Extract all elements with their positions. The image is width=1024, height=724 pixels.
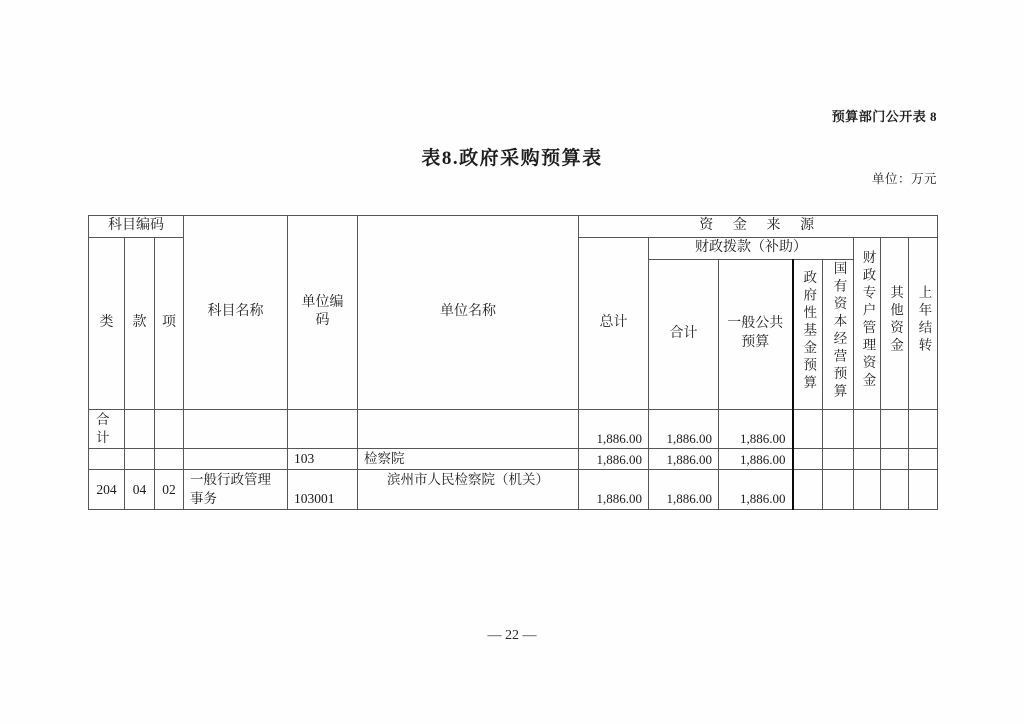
cell-other-funds <box>881 409 909 448</box>
header-subject-code: 科目编码 <box>89 216 184 238</box>
header-fiscal-special-account-label: 财政专户管理资金 <box>860 249 876 390</box>
page-title: 表8.政府采购预算表 <box>421 148 603 169</box>
cell-subject-name <box>184 409 288 448</box>
cell-grand-total: 1,886.00 <box>579 470 649 509</box>
cell-total-label: 合计 <box>96 411 110 445</box>
cell-general-public-budget: 1,886.00 <box>719 409 793 448</box>
cell-item <box>155 409 184 448</box>
cell-unit-name <box>358 409 579 448</box>
cell-unit-name: 滨州市人民检察院（机关） <box>358 470 579 509</box>
cell-class <box>89 409 125 448</box>
header-other-funds-label: 其他资金 <box>887 284 903 355</box>
cell-class <box>89 449 125 470</box>
cell-fiscal-special-account <box>854 470 881 509</box>
cell-grand-total: 1,886.00 <box>579 409 649 448</box>
cell-unit-name: 检察院 <box>358 449 579 470</box>
cell-item <box>155 449 184 470</box>
table-row-procuratorate <box>89 449 938 470</box>
budget-table <box>88 215 938 510</box>
cell-fiscal-special-account <box>854 409 881 448</box>
header-general-public-budget-label: 一般公共预算 <box>727 316 784 351</box>
header-unit-name: 单位名称 <box>358 216 579 410</box>
cell-section <box>125 449 155 470</box>
cell-carryover <box>909 409 938 448</box>
header-general-public-budget <box>719 259 793 409</box>
cell-unit-code: 103001 <box>288 470 358 509</box>
cell-other-funds <box>881 470 909 509</box>
cell-gov-fund-budget <box>793 409 823 448</box>
cell-fiscal-special-account <box>854 449 881 470</box>
header-row-1 <box>89 216 938 238</box>
cell-state-capital-budget <box>823 470 854 509</box>
cell-grand-total: 1,886.00 <box>579 449 649 470</box>
cell-state-capital-budget <box>823 449 854 470</box>
header-unit-code-label: 单位编码 <box>301 294 344 329</box>
header-class: 类 <box>89 237 125 409</box>
header-carryover-label: 上年结转 <box>916 284 932 355</box>
cell-subject-name: 一般行政管理事务 <box>184 470 288 509</box>
cell-allocation-subtotal: 1,886.00 <box>649 470 719 509</box>
corner-note: 预算部门公开表 8 <box>831 109 937 124</box>
cell-general-public-budget: 1,886.00 <box>719 449 793 470</box>
cell-section <box>125 409 155 448</box>
header-subtotal: 合计 <box>649 259 719 409</box>
cell-carryover <box>909 470 938 509</box>
header-funding-source: 资 金 来 源 <box>579 216 938 238</box>
cell-other-funds <box>881 449 909 470</box>
header-fiscal-allocation: 财政拨款（补助） <box>649 237 854 259</box>
cell-class: 204 <box>89 470 125 509</box>
cell-state-capital-budget <box>823 409 854 448</box>
cell-allocation-subtotal: 1,886.00 <box>649 409 719 448</box>
cell-gov-fund-budget <box>793 449 823 470</box>
unit-note: 单位：万元 <box>871 172 937 186</box>
header-section: 款 <box>125 237 155 409</box>
cell-unit-code: 103 <box>288 449 358 470</box>
header-total: 总计 <box>579 237 649 409</box>
cell-carryover <box>909 449 938 470</box>
header-other-funds <box>881 237 909 409</box>
cell-subject-name <box>184 449 288 470</box>
header-state-capital-budget-label: 国有资本经营预算 <box>831 260 847 401</box>
header-gov-fund-budget <box>793 259 823 409</box>
header-unit-code <box>288 216 358 410</box>
cell-gov-fund-budget <box>793 470 823 509</box>
cell-item: 02 <box>155 470 184 509</box>
cell-section: 04 <box>125 470 155 509</box>
header-carryover <box>909 237 938 409</box>
table-row-binzhou <box>89 470 938 509</box>
cell-unit-code <box>288 409 358 448</box>
header-subject-name: 科目名称 <box>184 216 288 410</box>
page-number: — 22 — <box>487 628 537 643</box>
header-state-capital-budget <box>823 259 854 409</box>
cell-general-public-budget: 1,886.00 <box>719 470 793 509</box>
header-gov-fund-budget-label: 政府性基金预算 <box>801 269 817 393</box>
header-fiscal-special-account <box>854 237 881 409</box>
table-row-total <box>89 409 938 448</box>
cell-allocation-subtotal: 1,886.00 <box>649 449 719 470</box>
header-item: 项 <box>155 237 184 409</box>
